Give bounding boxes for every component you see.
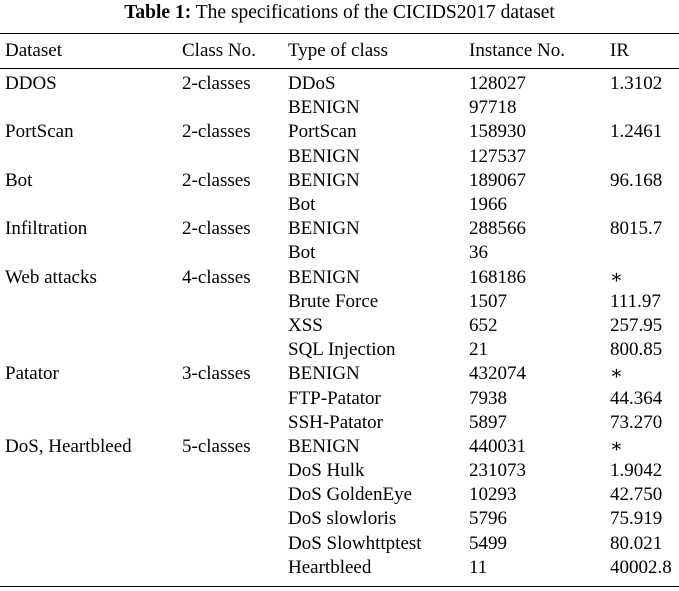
- cell-class-no: [182, 556, 288, 580]
- cell-class-no: 5-classes: [182, 435, 251, 457]
- cell-ir: [610, 193, 679, 217]
- cell-instance-no: 440031: [469, 435, 526, 457]
- caption-text: The specifications of the CICIDS2017 dataset: [195, 2, 555, 23]
- cell-instance-no: 1966: [469, 194, 507, 216]
- cell-instance-no: 189067: [469, 169, 526, 191]
- table-row: [0, 266, 679, 290]
- table-row: [0, 532, 679, 556]
- table-row: [0, 338, 679, 362]
- cell-type-of-class: DoS Slowhttptest: [288, 532, 422, 554]
- cell-dataset: [0, 459, 182, 483]
- table-row: [0, 556, 679, 580]
- cell-dataset: [0, 532, 182, 556]
- cell-type-of-class: BENIGN: [288, 435, 360, 457]
- cell-instance-no: 7938: [469, 387, 507, 409]
- cell-ir: 80.021: [610, 532, 663, 554]
- cell-type-of-class: DoS slowloris: [288, 508, 397, 530]
- cell-instance-no: 158930: [469, 121, 526, 143]
- cell-type-of-class: SQL Injection: [288, 339, 396, 361]
- table-row: [0, 290, 679, 314]
- cell-dataset: Patator: [5, 363, 59, 385]
- cell-dataset: [0, 386, 182, 410]
- cell-type-of-class: FTP-Patator: [288, 387, 381, 409]
- cell-instance-no: 36: [469, 242, 488, 264]
- cell-instance-no: 10293: [469, 484, 517, 506]
- header-class-no: Class No.: [182, 40, 256, 61]
- cell-class-no: [182, 411, 288, 435]
- cell-instance-no: 1507: [469, 290, 507, 312]
- cell-dataset: [0, 338, 182, 362]
- bottom-rule: [0, 586, 679, 587]
- table-row: [0, 169, 679, 193]
- table-row: [0, 96, 679, 120]
- caption-label: Table 1:: [124, 2, 192, 23]
- cell-ir: 1.3102: [610, 73, 663, 95]
- table-row: [0, 483, 679, 507]
- table-row: [0, 145, 679, 169]
- cell-instance-no: 652: [469, 314, 498, 336]
- cell-dataset: DDOS: [5, 73, 57, 95]
- cell-type-of-class: BENIGN: [288, 218, 360, 240]
- cell-ir: [610, 145, 679, 169]
- cell-class-no: [182, 145, 288, 169]
- cell-ir: [610, 241, 679, 265]
- cell-dataset: Infiltration: [5, 218, 88, 240]
- cell-class-no: [182, 193, 288, 217]
- cell-ir: 800.85: [610, 339, 663, 361]
- cell-ir: ∗: [610, 435, 623, 457]
- cell-type-of-class: DoS Hulk: [288, 460, 365, 482]
- table-row: [0, 72, 679, 96]
- cell-class-no: 2-classes: [182, 121, 251, 143]
- cell-instance-no: 288566: [469, 218, 526, 240]
- cell-class-no: [182, 532, 288, 556]
- table-row: [0, 435, 679, 459]
- cell-instance-no: 432074: [469, 363, 526, 385]
- header-instance-no: Instance No.: [469, 40, 566, 61]
- table-row: [0, 362, 679, 386]
- cell-class-no: [182, 507, 288, 531]
- table-row: [0, 411, 679, 435]
- cell-dataset: [0, 290, 182, 314]
- cell-ir: 111.97: [610, 290, 661, 312]
- top-rule: [0, 33, 679, 34]
- cell-dataset: [0, 193, 182, 217]
- table-row: [0, 217, 679, 241]
- cell-type-of-class: BENIGN: [288, 145, 360, 167]
- header-ir: IR: [610, 40, 629, 61]
- cell-class-no: [182, 96, 288, 120]
- cell-class-no: [182, 483, 288, 507]
- cell-type-of-class: BENIGN: [288, 97, 360, 119]
- cell-type-of-class: Bot: [288, 242, 316, 264]
- cell-ir: 75.919: [610, 508, 663, 530]
- cell-dataset: [0, 556, 182, 580]
- cell-ir: 1.9042: [610, 460, 663, 482]
- cell-instance-no: 5499: [469, 532, 507, 554]
- header-rule: [0, 68, 679, 69]
- cell-instance-no: 231073: [469, 460, 526, 482]
- cell-ir: ∗: [610, 363, 623, 385]
- cell-type-of-class: Bot: [288, 194, 316, 216]
- cell-class-no: [182, 290, 288, 314]
- table-row: [0, 120, 679, 144]
- cell-instance-no: 168186: [469, 266, 526, 288]
- header-type-of-class: Type of class: [288, 40, 388, 61]
- cell-dataset: [0, 145, 182, 169]
- cell-dataset: [0, 241, 182, 265]
- cell-dataset: DoS, Heartbleed: [5, 435, 132, 457]
- cell-dataset: PortScan: [5, 121, 74, 143]
- cell-instance-no: 128027: [469, 73, 526, 95]
- cell-dataset: [0, 314, 182, 338]
- cell-class-no: 2-classes: [182, 73, 251, 95]
- cell-ir: 73.270: [610, 411, 663, 433]
- cell-class-no: 4-classes: [182, 266, 251, 288]
- cell-type-of-class: XSS: [288, 314, 323, 336]
- cell-type-of-class: DoS GoldenEye: [288, 484, 413, 506]
- table-row: [0, 193, 679, 217]
- cell-class-no: [182, 241, 288, 265]
- cell-ir: 44.364: [610, 387, 663, 409]
- cell-class-no: [182, 314, 288, 338]
- cell-ir: 1.2461: [610, 121, 663, 143]
- table-row: [0, 386, 679, 410]
- cell-dataset: [0, 411, 182, 435]
- cell-ir: 8015.7: [610, 218, 663, 240]
- cell-ir: 257.95: [610, 314, 663, 336]
- cell-ir: 96.168: [610, 169, 663, 191]
- cell-instance-no: 97718: [469, 97, 517, 119]
- header-dataset: Dataset: [5, 40, 62, 61]
- table-row: [0, 241, 679, 265]
- cell-class-no: [182, 459, 288, 483]
- cell-instance-no: 21: [469, 339, 488, 361]
- cell-class-no: [182, 338, 288, 362]
- cell-ir: 42.750: [610, 484, 663, 506]
- table-row: [0, 314, 679, 338]
- cell-ir: ∗: [610, 266, 623, 288]
- cell-instance-no: 127537: [469, 145, 526, 167]
- cell-type-of-class: PortScan: [288, 121, 357, 143]
- cell-ir: [610, 96, 679, 120]
- cell-type-of-class: Brute Force: [288, 290, 379, 312]
- cell-instance-no: 5796: [469, 508, 507, 530]
- table-caption: [0, 2, 679, 24]
- cell-dataset: Web attacks: [5, 266, 97, 288]
- cell-type-of-class: BENIGN: [288, 169, 360, 191]
- cell-instance-no: 5897: [469, 411, 507, 433]
- header-row: [0, 37, 679, 65]
- cell-type-of-class: BENIGN: [288, 266, 360, 288]
- cell-dataset: [0, 96, 182, 120]
- cell-class-no: 2-classes: [182, 169, 251, 191]
- cell-dataset: Bot: [5, 169, 33, 191]
- cell-ir: 40002.8: [610, 556, 672, 578]
- cell-type-of-class: BENIGN: [288, 363, 360, 385]
- cell-type-of-class: Heartbleed: [288, 556, 372, 578]
- table-header: [0, 37, 679, 65]
- table-body: [0, 72, 679, 580]
- table-row: [0, 507, 679, 531]
- cell-type-of-class: DDoS: [288, 73, 336, 95]
- cell-dataset: [0, 507, 182, 531]
- cell-instance-no: 11: [469, 556, 488, 578]
- cell-type-of-class: SSH-Patator: [288, 411, 383, 433]
- cell-class-no: 2-classes: [182, 218, 251, 240]
- cell-dataset: [0, 483, 182, 507]
- cell-class-no: [182, 386, 288, 410]
- table-row: [0, 459, 679, 483]
- cell-class-no: 3-classes: [182, 363, 251, 385]
